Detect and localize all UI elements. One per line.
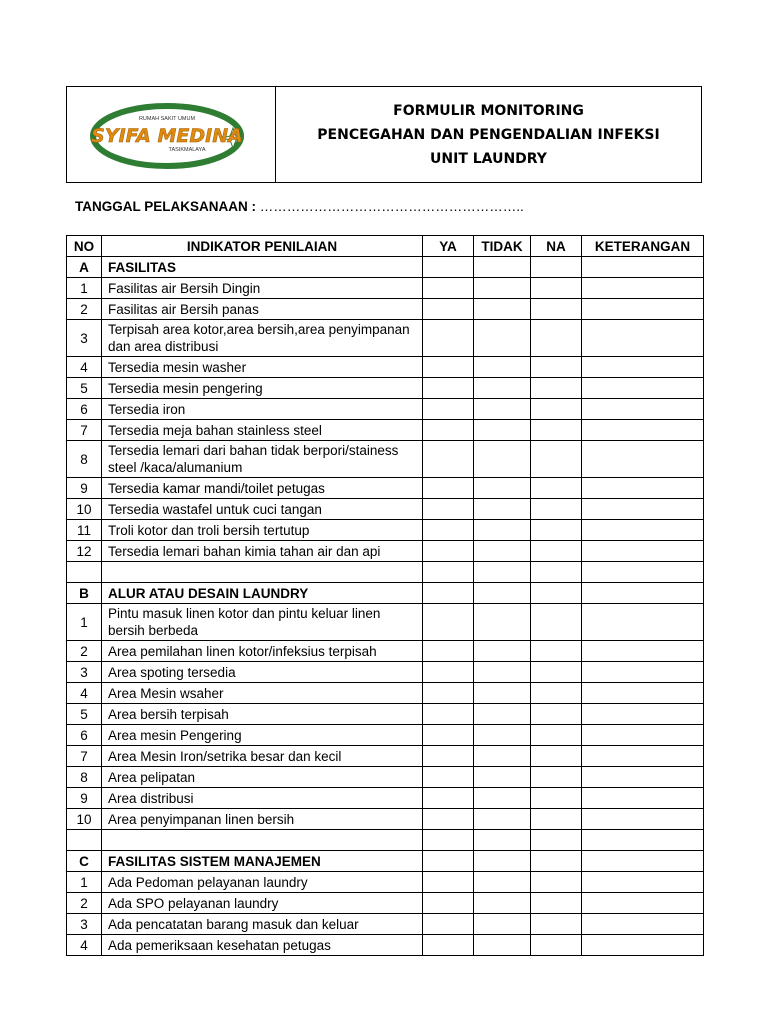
section-row (67, 257, 704, 278)
table-row (67, 604, 704, 641)
cell-na[interactable] (531, 378, 582, 399)
cell-keterangan[interactable] (582, 299, 704, 320)
table-row (67, 499, 704, 520)
cell-ya[interactable] (423, 851, 474, 872)
cell-keterangan[interactable] (582, 872, 704, 893)
cell-ya[interactable] (423, 499, 474, 520)
cell-indicator: Terpisah area kotor,area bersih,area penyimpanan dan area distribusi (102, 320, 423, 357)
cell-na[interactable] (531, 893, 582, 914)
logo-name-text: SYIFA MEDINA (91, 125, 243, 147)
cell-keterangan[interactable] (582, 788, 704, 809)
cell-tidak[interactable] (474, 583, 531, 604)
cell-na[interactable] (531, 478, 582, 499)
cell-na[interactable] (531, 583, 582, 604)
table-row (67, 788, 704, 809)
cell-na[interactable] (531, 278, 582, 299)
cell-ya[interactable] (423, 399, 474, 420)
cell-na[interactable] (531, 399, 582, 420)
cell-na[interactable] (531, 357, 582, 378)
cell-no: 11 (67, 520, 102, 541)
cell-no (67, 830, 102, 851)
cell-ya[interactable] (423, 299, 474, 320)
cell-ya[interactable] (423, 746, 474, 767)
logo-bottom-text: TASIKMALAYA (168, 147, 206, 153)
cell-ya[interactable] (423, 478, 474, 499)
cell-na[interactable] (531, 320, 582, 357)
cell-na[interactable] (531, 604, 582, 641)
cell-na[interactable] (531, 299, 582, 320)
cell-keterangan[interactable] (582, 604, 704, 641)
cell-indicator: Tersedia iron (102, 399, 423, 420)
cell-keterangan[interactable] (582, 746, 704, 767)
cell-indicator: FASILITAS SISTEM MANAJEMEN (102, 851, 423, 872)
cell-indicator: ALUR ATAU DESAIN LAUNDRY (102, 583, 423, 604)
cell-no: 9 (67, 478, 102, 499)
cell-ya[interactable] (423, 872, 474, 893)
cell-tidak[interactable] (474, 357, 531, 378)
cell-ya[interactable] (423, 541, 474, 562)
cell-indicator: Tersedia mesin washer (102, 357, 423, 378)
cell-tidak[interactable] (474, 788, 531, 809)
cell-tidak[interactable] (474, 420, 531, 441)
date-line (75, 199, 524, 214)
cell-indicator: Fasilitas air Bersih Dingin (102, 278, 423, 299)
cell-ya[interactable] (423, 914, 474, 935)
cell-na[interactable] (531, 441, 582, 478)
cell-na[interactable] (531, 562, 582, 583)
cell-indicator (102, 830, 423, 851)
cell-tidak[interactable] (474, 399, 531, 420)
cell-tidak[interactable] (474, 257, 531, 278)
table-header-row (67, 236, 704, 257)
cell-no: 10 (67, 499, 102, 520)
cell-keterangan[interactable] (582, 478, 704, 499)
title-line-1: FORMULIR MONITORING (393, 102, 584, 119)
table-row (67, 809, 704, 830)
table-row (67, 893, 704, 914)
cell-ya[interactable] (423, 604, 474, 641)
section-row (67, 851, 704, 872)
cell-tidak[interactable] (474, 830, 531, 851)
cell-keterangan[interactable] (582, 583, 704, 604)
cell-tidak[interactable] (474, 935, 531, 956)
cell-na[interactable] (531, 914, 582, 935)
cell-tidak[interactable] (474, 872, 531, 893)
cell-na[interactable] (531, 662, 582, 683)
cell-keterangan[interactable] (582, 499, 704, 520)
cell-keterangan[interactable] (582, 378, 704, 399)
title-line-2: PENCEGAHAN DAN PENGENDALIAN INFEKSI (317, 126, 660, 143)
cell-no: 7 (67, 420, 102, 441)
cell-ya[interactable] (423, 562, 474, 583)
table-row (67, 541, 704, 562)
cell-indicator: Area pemilahan linen kotor/infeksius terpisah (102, 641, 423, 662)
cell-tidak[interactable] (474, 278, 531, 299)
cell-keterangan[interactable] (582, 441, 704, 478)
cell-na[interactable] (531, 935, 582, 956)
cell-keterangan[interactable] (582, 278, 704, 299)
cell-no: 6 (67, 725, 102, 746)
table-row (67, 704, 704, 725)
cell-ya[interactable] (423, 662, 474, 683)
cell-tidak[interactable] (474, 441, 531, 478)
cell-na[interactable] (531, 420, 582, 441)
cell-tidak[interactable] (474, 541, 531, 562)
cell-no: 3 (67, 320, 102, 357)
form-header (66, 86, 702, 183)
cell-keterangan[interactable] (582, 935, 704, 956)
cell-no: A (67, 257, 102, 278)
cell-indicator: Pintu masuk linen kotor dan pintu keluar linen bersih berbeda (102, 604, 423, 641)
cell-ya[interactable] (423, 830, 474, 851)
cell-ya[interactable] (423, 320, 474, 357)
cell-ya[interactable] (423, 725, 474, 746)
cell-indicator: Fasilitas air Bersih panas (102, 299, 423, 320)
cell-indicator: Area penyimpanan linen bersih (102, 809, 423, 830)
table-row (67, 299, 704, 320)
section-row (67, 583, 704, 604)
cell-ya[interactable] (423, 788, 474, 809)
cell-no: C (67, 851, 102, 872)
cell-keterangan[interactable] (582, 725, 704, 746)
table-row (67, 914, 704, 935)
cell-keterangan[interactable] (582, 541, 704, 562)
cell-indicator: Area bersih terpisah (102, 704, 423, 725)
assessment-table (66, 235, 704, 956)
cell-no: 10 (67, 809, 102, 830)
header-na: NA (531, 236, 582, 257)
cell-keterangan[interactable] (582, 662, 704, 683)
cell-no: 1 (67, 604, 102, 641)
cell-keterangan[interactable] (582, 683, 704, 704)
cell-keterangan[interactable] (582, 704, 704, 725)
date-label: TANGGAL PELAKSANAAN : (75, 199, 256, 214)
cell-no: B (67, 583, 102, 604)
cell-na[interactable] (531, 541, 582, 562)
cell-ya[interactable] (423, 357, 474, 378)
cell-no: 5 (67, 704, 102, 725)
cell-indicator: Ada pemeriksaan kesehatan petugas (102, 935, 423, 956)
date-fill-line: ………………………………………………….. (259, 199, 524, 214)
cell-indicator: Ada pencatatan barang masuk dan keluar (102, 914, 423, 935)
cell-tidak[interactable] (474, 914, 531, 935)
cell-keterangan[interactable] (582, 399, 704, 420)
cell-keterangan[interactable] (582, 851, 704, 872)
cell-keterangan[interactable] (582, 830, 704, 851)
cell-tidak[interactable] (474, 378, 531, 399)
cell-no: 3 (67, 914, 102, 935)
cell-tidak[interactable] (474, 683, 531, 704)
cell-no: 12 (67, 541, 102, 562)
table-row (67, 725, 704, 746)
cell-tidak[interactable] (474, 725, 531, 746)
table-row (67, 641, 704, 662)
cell-na[interactable] (531, 499, 582, 520)
cell-ya[interactable] (423, 378, 474, 399)
cell-indicator: Troli kotor dan troli bersih tertutup (102, 520, 423, 541)
cell-indicator: Area spoting tersedia (102, 662, 423, 683)
cell-na[interactable] (531, 704, 582, 725)
table-row (67, 478, 704, 499)
cell-indicator: Area Mesin wsaher (102, 683, 423, 704)
cell-tidak[interactable] (474, 809, 531, 830)
table-row (67, 357, 704, 378)
table-row (67, 872, 704, 893)
cell-no: 2 (67, 893, 102, 914)
cell-na[interactable] (531, 809, 582, 830)
logo-cell (67, 87, 276, 182)
cell-indicator: Area pelipatan (102, 767, 423, 788)
cell-tidak[interactable] (474, 499, 531, 520)
header-indicator: INDIKATOR PENILAIAN (102, 236, 423, 257)
cell-indicator: Tersedia kamar mandi/toilet petugas (102, 478, 423, 499)
spacer-row (67, 830, 704, 851)
cell-indicator (102, 562, 423, 583)
table-row (67, 683, 704, 704)
cell-keterangan[interactable] (582, 257, 704, 278)
cell-tidak[interactable] (474, 299, 531, 320)
cell-ya[interactable] (423, 257, 474, 278)
table-row (67, 935, 704, 956)
hospital-logo (87, 98, 257, 172)
table-row (67, 278, 704, 299)
cell-no: 5 (67, 378, 102, 399)
cell-na[interactable] (531, 520, 582, 541)
header-keterangan: KETERANGAN (582, 236, 704, 257)
cell-indicator: Tersedia lemari dari bahan tidak berpori/stainess steel /kaca/alumanium (102, 441, 423, 478)
cell-indicator: Area distribusi (102, 788, 423, 809)
cell-no: 4 (67, 683, 102, 704)
title-line-3: UNIT LAUNDRY (430, 150, 547, 167)
cell-no: 2 (67, 641, 102, 662)
cell-tidak[interactable] (474, 478, 531, 499)
cell-no: 3 (67, 662, 102, 683)
cell-indicator: Area Mesin Iron/setrika besar dan kecil (102, 746, 423, 767)
table-row (67, 520, 704, 541)
cell-ya[interactable] (423, 583, 474, 604)
cell-no: 4 (67, 357, 102, 378)
cell-indicator: Tersedia meja bahan stainless steel (102, 420, 423, 441)
cell-ya[interactable] (423, 893, 474, 914)
cell-ya[interactable] (423, 420, 474, 441)
cell-indicator: Tersedia mesin pengering (102, 378, 423, 399)
cell-na[interactable] (531, 683, 582, 704)
cell-tidak[interactable] (474, 320, 531, 357)
cell-ya[interactable] (423, 767, 474, 788)
table-row (67, 378, 704, 399)
logo-top-text: RUMAH SAKIT UMUM (138, 116, 196, 122)
cell-no: 9 (67, 788, 102, 809)
cell-keterangan[interactable] (582, 809, 704, 830)
cell-no: 7 (67, 746, 102, 767)
cell-indicator: Ada SPO pelayanan laundry (102, 893, 423, 914)
cell-ya[interactable] (423, 809, 474, 830)
cell-tidak[interactable] (474, 520, 531, 541)
cell-na[interactable] (531, 788, 582, 809)
cell-no: 8 (67, 767, 102, 788)
cell-indicator: Area mesin Pengering (102, 725, 423, 746)
table-row (67, 662, 704, 683)
cell-na[interactable] (531, 872, 582, 893)
header-tidak: TIDAK (474, 236, 531, 257)
table-row (67, 767, 704, 788)
table-row (67, 746, 704, 767)
cell-indicator: Tersedia wastafel untuk cuci tangan (102, 499, 423, 520)
cell-ya[interactable] (423, 641, 474, 662)
cell-keterangan[interactable] (582, 420, 704, 441)
spacer-row (67, 562, 704, 583)
cell-tidak[interactable] (474, 662, 531, 683)
header-no: NO (67, 236, 102, 257)
cell-indicator: Ada Pedoman pelayanan laundry (102, 872, 423, 893)
cell-keterangan[interactable] (582, 893, 704, 914)
cell-keterangan[interactable] (582, 914, 704, 935)
cell-no: 6 (67, 399, 102, 420)
form-title (276, 87, 701, 182)
table-row (67, 320, 704, 357)
cell-no: 1 (67, 872, 102, 893)
cell-ya[interactable] (423, 935, 474, 956)
cell-keterangan[interactable] (582, 641, 704, 662)
cell-keterangan[interactable] (582, 520, 704, 541)
table-row (67, 399, 704, 420)
table-body (67, 257, 704, 956)
cell-na[interactable] (531, 257, 582, 278)
cell-na[interactable] (531, 746, 582, 767)
table-row (67, 441, 704, 478)
cell-tidak[interactable] (474, 562, 531, 583)
cell-keterangan[interactable] (582, 562, 704, 583)
cell-na[interactable] (531, 830, 582, 851)
cell-indicator: FASILITAS (102, 257, 423, 278)
cell-keterangan[interactable] (582, 357, 704, 378)
cell-indicator: Tersedia lemari bahan kimia tahan air dan api (102, 541, 423, 562)
cell-ya[interactable] (423, 683, 474, 704)
cell-tidak[interactable] (474, 704, 531, 725)
cell-ya[interactable] (423, 520, 474, 541)
cell-ya[interactable] (423, 278, 474, 299)
cell-no: 4 (67, 935, 102, 956)
table-row (67, 420, 704, 441)
cell-no (67, 562, 102, 583)
cell-na[interactable] (531, 641, 582, 662)
cell-ya[interactable] (423, 704, 474, 725)
cell-no: 2 (67, 299, 102, 320)
cell-no: 8 (67, 441, 102, 478)
cell-no: 1 (67, 278, 102, 299)
cell-na[interactable] (531, 767, 582, 788)
cell-ya[interactable] (423, 441, 474, 478)
header-ya: YA (423, 236, 474, 257)
cell-na[interactable] (531, 851, 582, 872)
cell-keterangan[interactable] (582, 767, 704, 788)
cell-tidak[interactable] (474, 893, 531, 914)
cell-tidak[interactable] (474, 641, 531, 662)
cell-tidak[interactable] (474, 604, 531, 641)
cell-tidak[interactable] (474, 746, 531, 767)
cell-na[interactable] (531, 725, 582, 746)
cell-tidak[interactable] (474, 767, 531, 788)
cell-tidak[interactable] (474, 851, 531, 872)
cell-keterangan[interactable] (582, 320, 704, 357)
